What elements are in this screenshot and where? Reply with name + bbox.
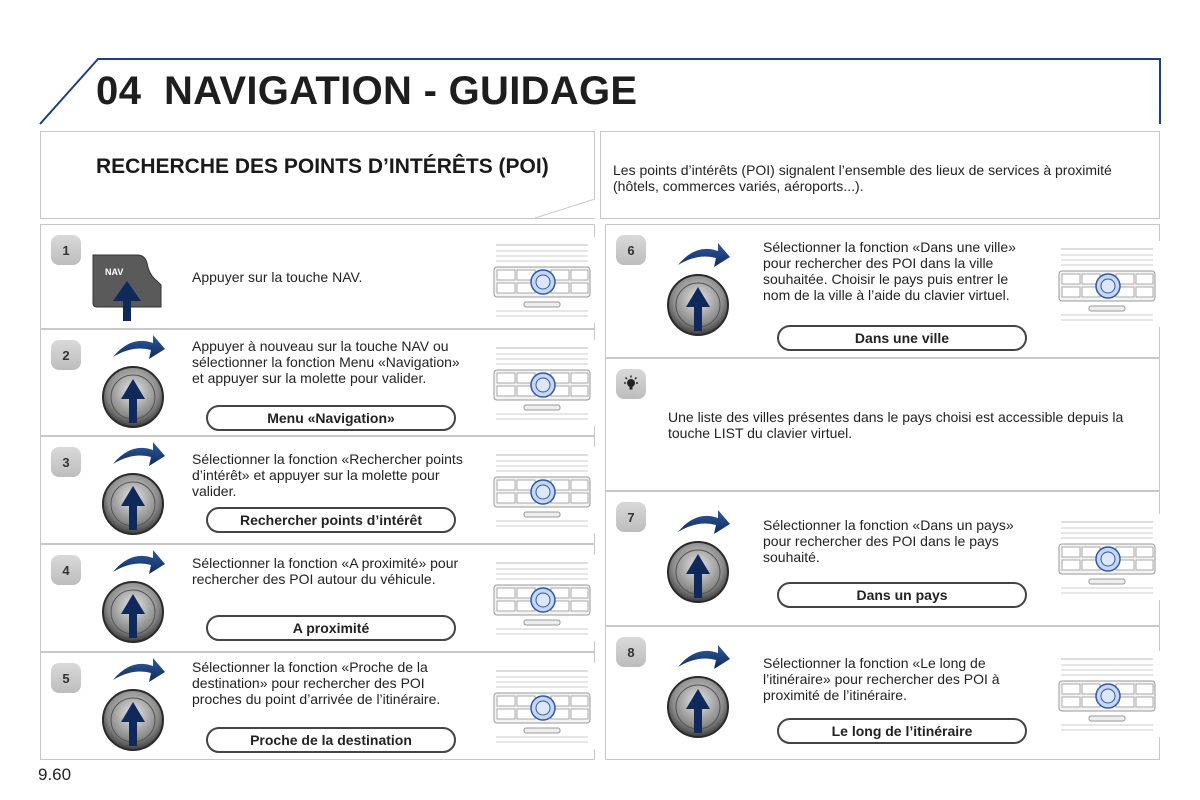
console-panel	[488, 447, 596, 533]
step-text: Sélectionner la fonction «Le long de l’itinéraire» pour rechercher des POI à proximité de l’itinéraire.	[763, 655, 1000, 703]
page-number: 9.60	[38, 765, 72, 784]
chapter-title: NAVIGATION - GUIDAGE	[164, 69, 638, 113]
rotary-knob-icon	[666, 510, 736, 608]
in-a-country-option[interactable]: Dans un pays	[777, 582, 1027, 608]
step-6	[605, 224, 1160, 358]
step-3	[40, 436, 595, 544]
console-panel	[488, 663, 596, 749]
step-7	[605, 491, 1160, 626]
rotary-knob-icon	[101, 335, 171, 433]
console-panel	[1053, 241, 1161, 327]
step-number: 7	[616, 502, 646, 532]
step-2	[40, 329, 595, 436]
step-number: 5	[51, 663, 81, 693]
step-text: Sélectionner la fonction «Rechercher points d’intérêt» et appuyer sur la molette pour valider.	[192, 451, 463, 499]
tip-text: Une liste des villes présentes dans le pays choisi est accessible depuis la touche LIST du clavier virtuel.	[668, 409, 1124, 441]
rotary-knob-icon	[101, 550, 171, 648]
console-panel	[1053, 514, 1161, 600]
rotary-knob-icon	[101, 442, 171, 540]
step-1	[40, 224, 595, 329]
step-number: 1	[51, 235, 81, 265]
step-text: Sélectionner la fonction «A proximité» pour rechercher des POI autour du véhicule.	[192, 555, 459, 587]
intro-box	[600, 131, 1160, 219]
step-8	[605, 626, 1160, 760]
chapter-header	[38, 57, 1162, 126]
step-number: 4	[51, 555, 81, 585]
rotary-knob-icon	[666, 645, 736, 743]
console-panel	[488, 340, 596, 426]
search-poi-option[interactable]: Rechercher points d’intérêt	[206, 507, 456, 533]
console-panel	[488, 555, 596, 641]
in-a-city-option[interactable]: Dans une ville	[777, 325, 1027, 351]
along-route-option[interactable]: Le long de l’itinéraire	[777, 718, 1027, 744]
intro-text: Les points d’intérêts (POI) signalent l’ensemble des lieux de services à proximité (hôtels, commerces variés, aéroports...).	[613, 162, 1112, 194]
step-number: 3	[51, 447, 81, 477]
step-text: Appuyer sur la touche NAV.	[192, 269, 363, 285]
step-number: 2	[51, 340, 81, 370]
nav-key-icon	[87, 245, 167, 325]
section-banner	[40, 131, 595, 219]
chapter-number: 04	[96, 69, 142, 113]
step-text: Sélectionner la fonction «Dans une ville» pour rechercher des POI dans la ville souhaitée. Choisir le pays puis entrer le nom de la ville à l’aide du clavier virtuel.	[763, 239, 1016, 303]
console-panel	[488, 237, 596, 323]
step-4	[40, 544, 595, 652]
nav-key-label: NAV	[105, 267, 124, 277]
step-text: Sélectionner la fonction «Proche de la destination» pour rechercher des POI proches du point d’arrivée de l’itinéraire.	[192, 659, 441, 707]
step-text: Sélectionner la fonction «Dans un pays» pour rechercher des POI dans le pays souhaité.	[763, 517, 1014, 565]
banner-fold	[535, 199, 595, 219]
rotary-knob-icon	[101, 658, 171, 756]
menu-navigation-option[interactable]: Menu «Navigation»	[206, 405, 456, 431]
nearby-option[interactable]: A proximité	[206, 615, 456, 641]
section-title: RECHERCHE DES POINTS D’INTÉRÊTS (POI)	[96, 155, 549, 178]
console-panel	[1053, 651, 1161, 737]
rotary-knob-icon	[666, 243, 736, 341]
step-5	[40, 652, 595, 760]
near-destination-option[interactable]: Proche de la destination	[206, 727, 456, 753]
step-text: Appuyer à nouveau sur la touche NAV ou sélectionner la fonction Menu «Navigation» et appuyer sur la molette pour valider.	[192, 338, 460, 386]
lightbulb-icon	[616, 369, 646, 399]
step-number: 8	[616, 637, 646, 667]
step-number: 6	[616, 235, 646, 265]
tip-box	[605, 358, 1160, 491]
